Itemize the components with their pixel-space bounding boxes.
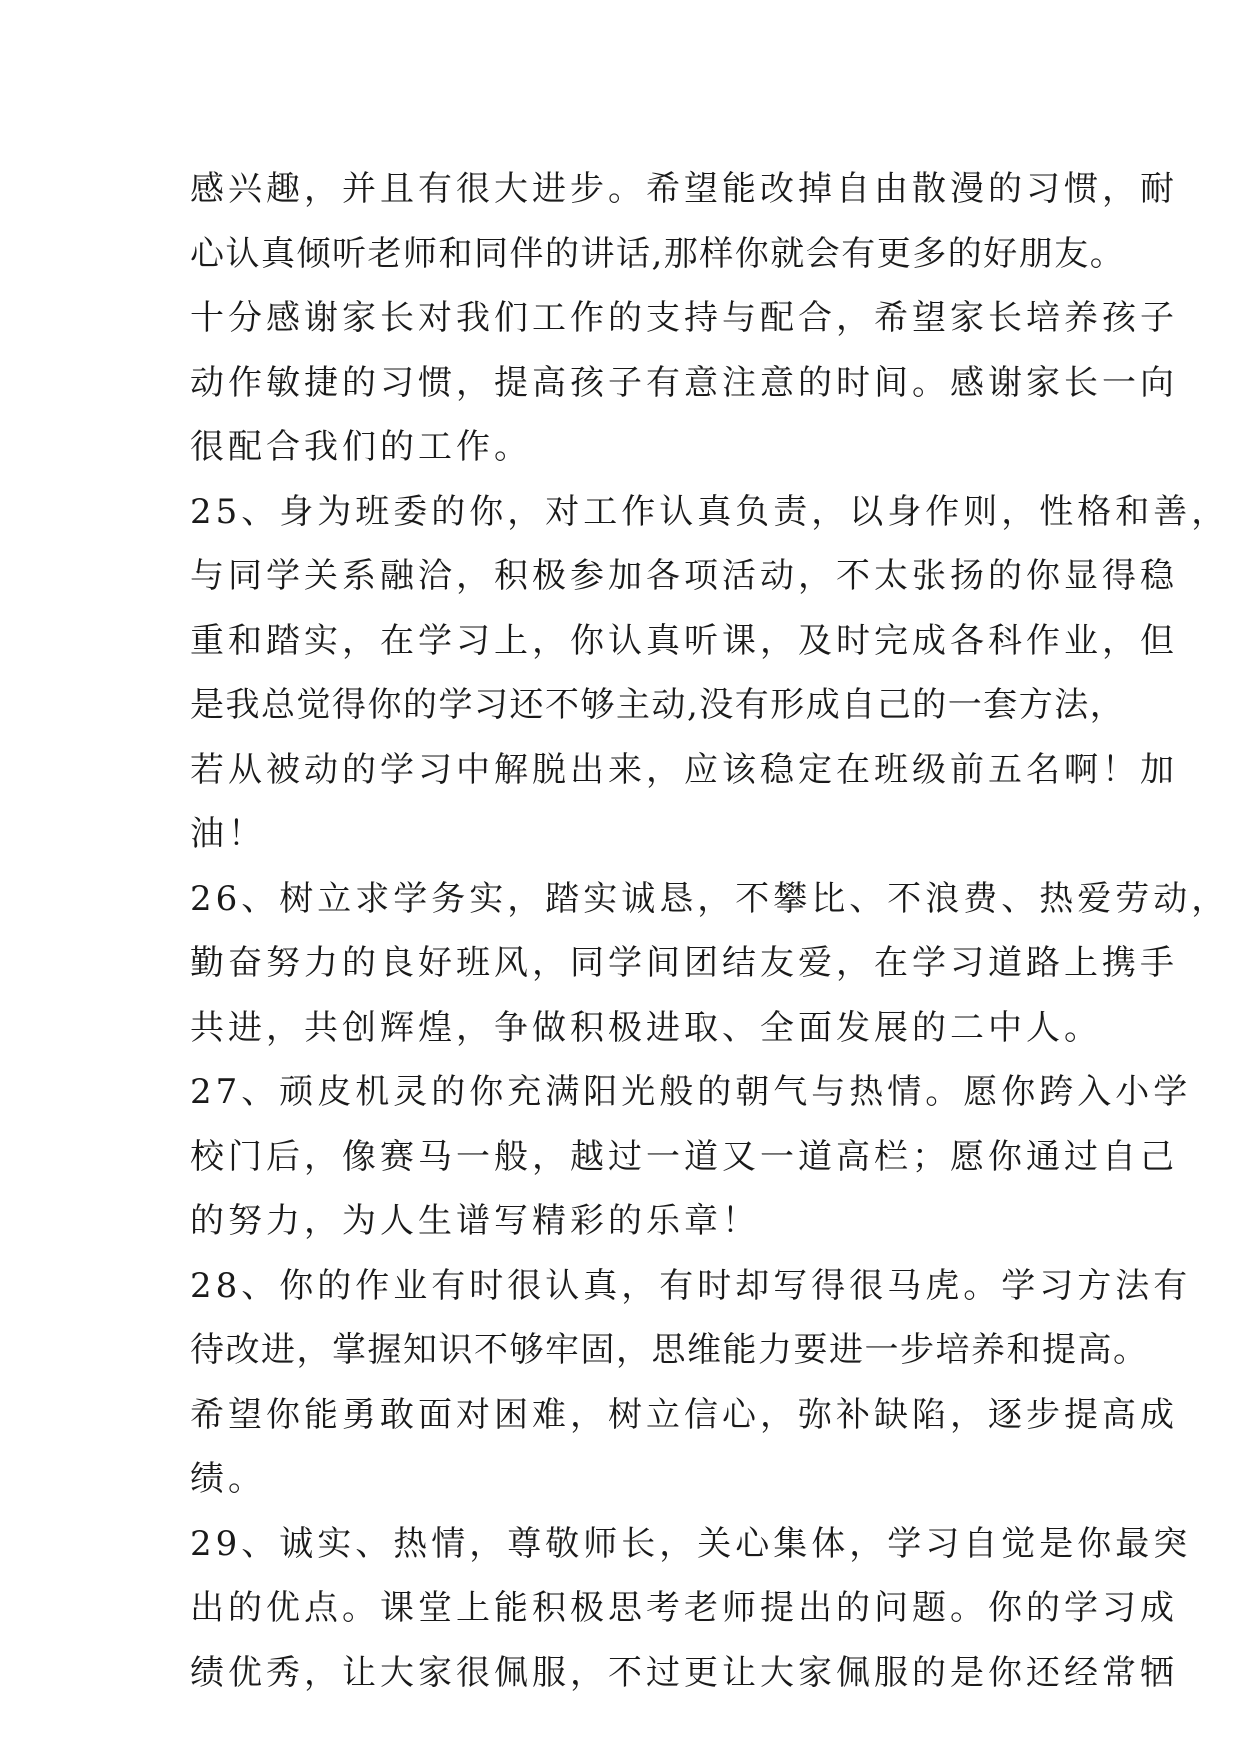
text-line: 心认真倾听老师和同伴的讲话,那样你就会有更多的好朋友。 [190,233,1126,274]
text-line: 校门后，像赛马一般，越过一道又一道高栏；愿你通过自己 [190,1136,1178,1177]
text-line: 很配合我们的工作。 [190,427,532,467]
document-body [190,157,1230,1705]
text-line: 28、你的作业有时很认真，有时却写得很马虎。学习方法有 [190,1265,1192,1306]
text-line: 重和踏实，在学习上，你认真听课，及时完成各科作业，但 [190,620,1178,661]
text-line: 出的优点。课堂上能积极思考老师提出的问题。你的学习成 [190,1588,1178,1628]
text-line: 动作敏捷的习惯，提高孩子有意注意的时间。感谢家长一向 [190,362,1178,403]
text-line: 25、身为班委的你，对工作认真负责，以身作则，性格和善， [190,491,1230,532]
text-line: 共进，共创辉煌，争做积极进取、全面发展的二中人。 [190,1007,1102,1048]
text-line: 希望你能勇敢面对困难，树立信心，弥补缺陷，逐步提高成 [190,1394,1178,1435]
text-line: 绩。 [190,1459,266,1499]
text-line: 29、诚实、热情，尊敬师长，关心集体，学习自觉是你最突 [190,1523,1192,1564]
text-line: 十分感谢家长对我们工作的支持与配合，希望家长培养孩子 [190,298,1178,338]
text-line: 的努力，为人生谱写精彩的乐章！ [190,1201,760,1241]
text-line: 27、顽皮机灵的你充满阳光般的朝气与热情。愿你跨入小学 [190,1072,1192,1112]
text-line: 若从被动的学习中解脱出来，应该稳定在班级前五名啊！加 [190,749,1178,790]
text-line: 绩优秀，让大家很佩服，不过更让大家佩服的是你还经常牺 [190,1652,1178,1693]
text-line: 油！ [190,814,266,854]
text-line: 勤奋努力的良好班风，同学间团结友爱，在学习道路上携手 [190,943,1178,983]
text-line: 是我总觉得你的学习还不够主动,没有形成自己的一套方法， [190,685,1126,725]
text-line: 26、树立求学务实，踏实诚恳，不攀比、不浪费、热爱劳动， [190,878,1230,919]
text-line: 与同学关系融洽，积极参加各项活动，不太张扬的你显得稳 [190,556,1178,596]
text-line: 感兴趣，并且有很大进步。希望能改掉自由散漫的习惯，耐 [190,169,1178,209]
text-line: 待改进，掌握知识不够牢固，思维能力要进一步培养和提高。 [190,1330,1149,1370]
